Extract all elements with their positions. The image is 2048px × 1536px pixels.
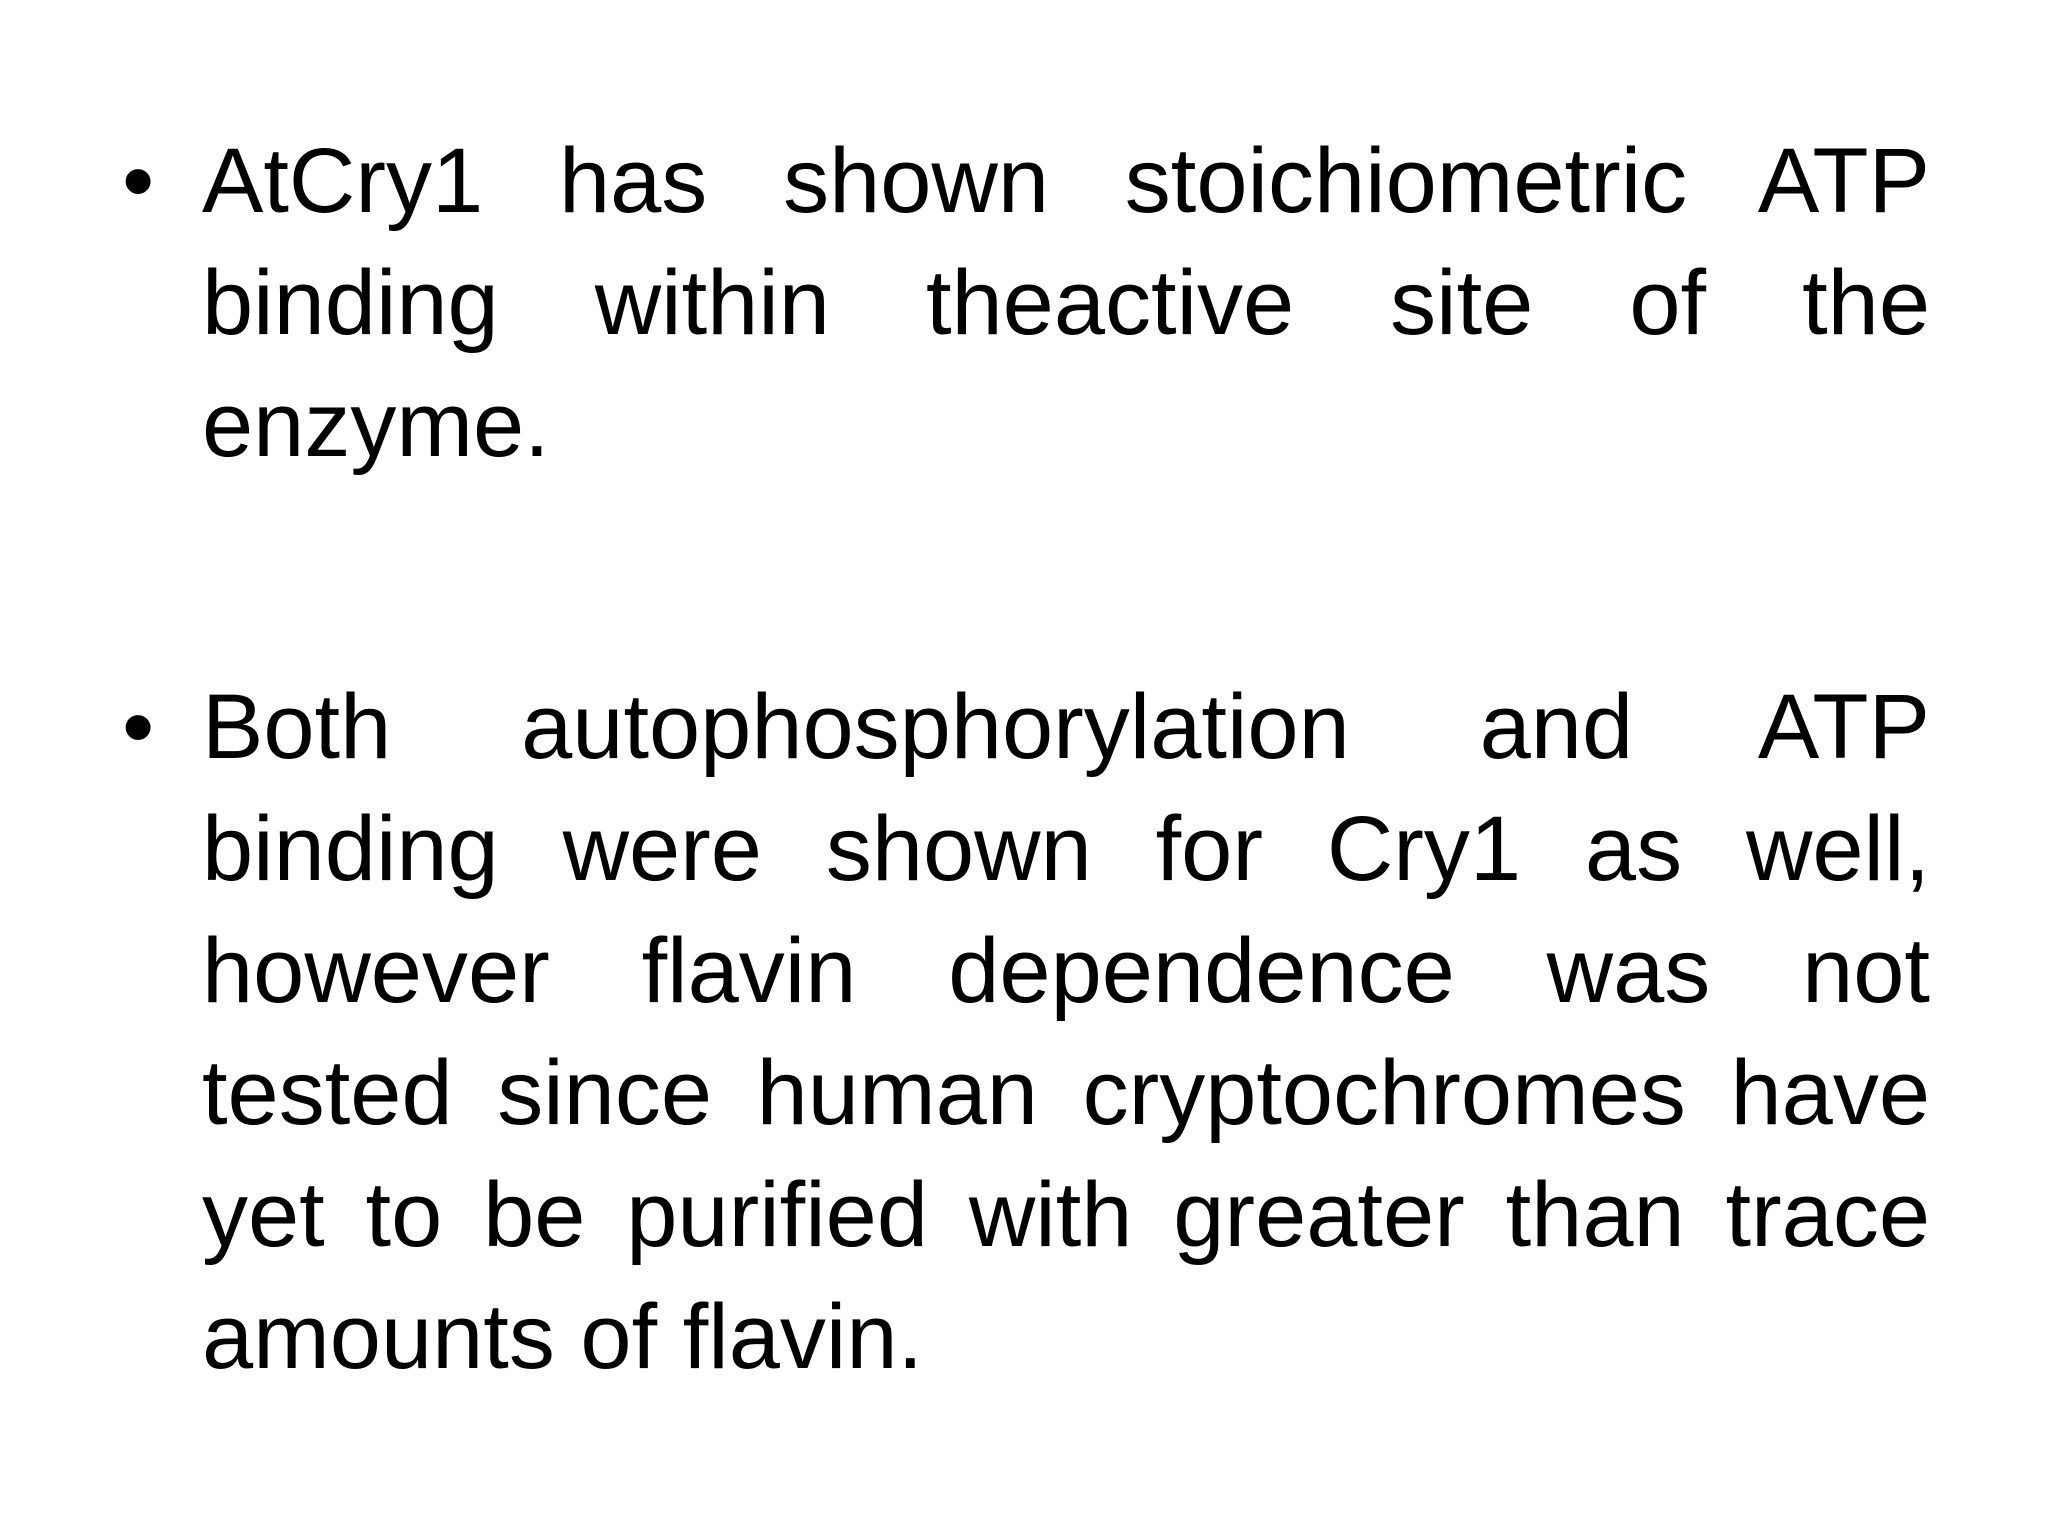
bullet-item-atp-binding	[120, 120, 1930, 486]
bullet-item-autophosphorylation	[120, 666, 1930, 1398]
bullet-text: Both autophosphorylation and ATP binding were shown for Cry1 as well, however flavin dependence was not tested since human cryptochromes have yet to be purified with greater than trace amounts of flavin.	[202, 676, 1930, 1388]
bullet-list	[120, 120, 1930, 1398]
bullet-marker: •	[122, 676, 155, 778]
bullet-text: AtCry1 has shown stoichiometric ATP binding within theactive site of the enzyme.	[202, 130, 1930, 476]
bullet-marker: •	[122, 130, 155, 232]
